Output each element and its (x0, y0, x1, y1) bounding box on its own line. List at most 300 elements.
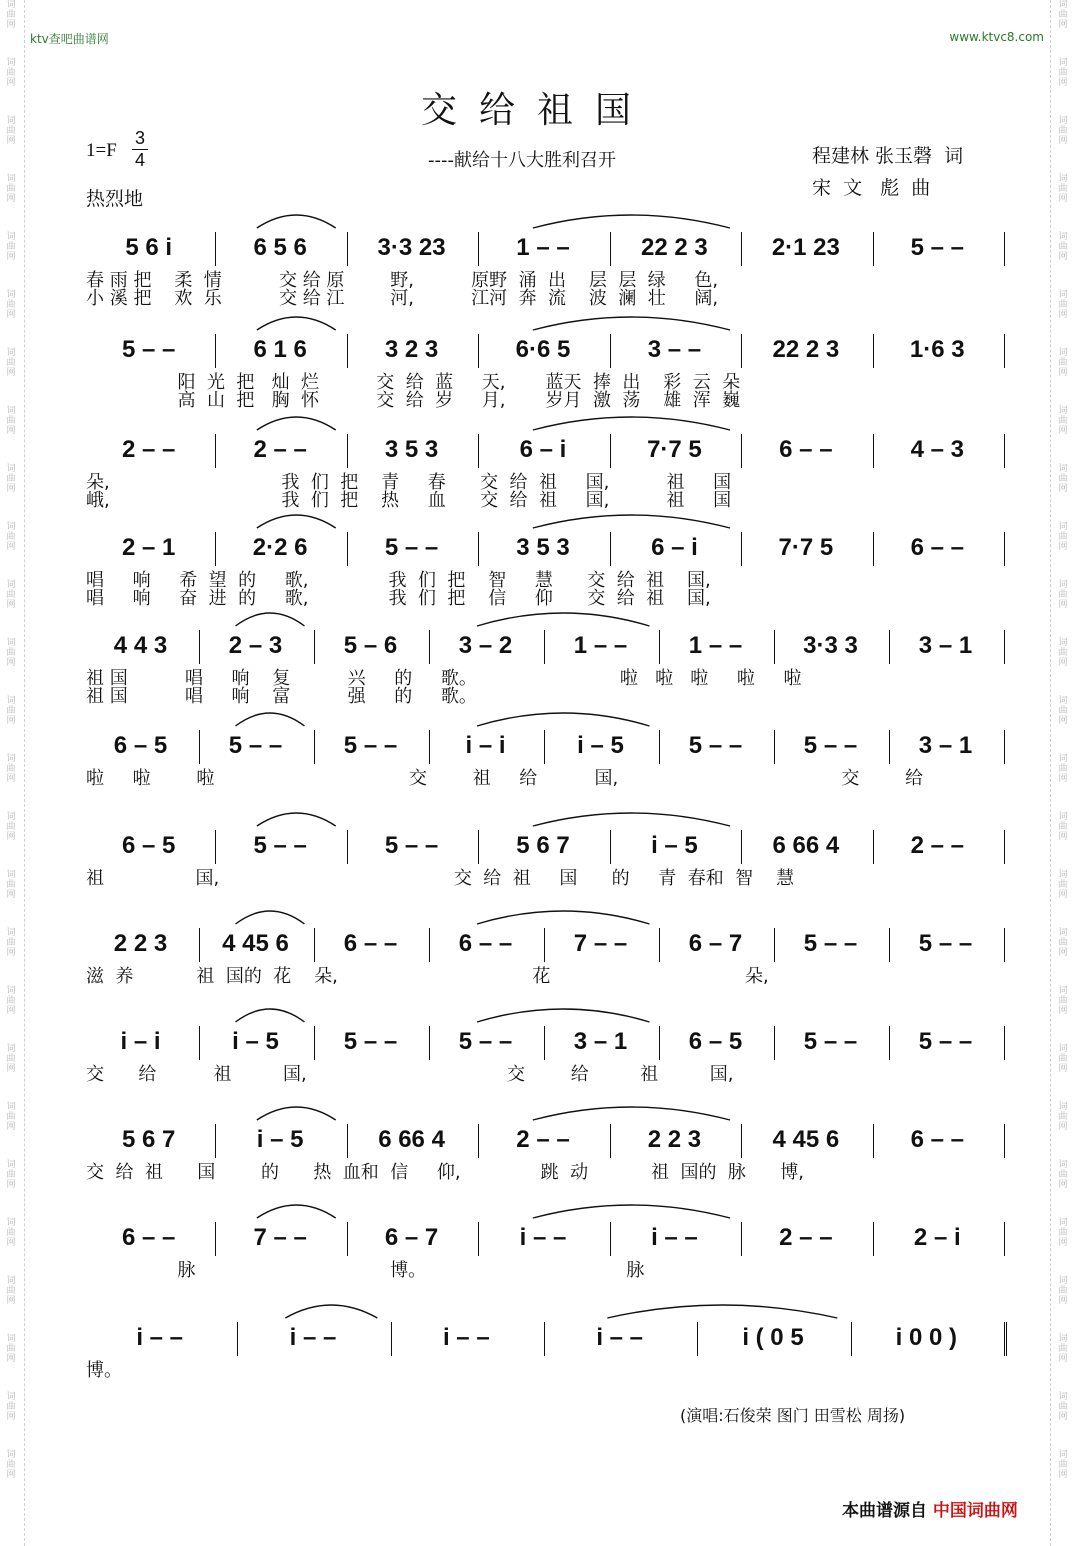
measure: 2·2 6 (252, 534, 308, 561)
barline (429, 1026, 430, 1060)
barline (544, 1322, 545, 1356)
side-watermark-mark: 词 曲 网 (1058, 522, 1068, 552)
measure: 2 – 1 (122, 534, 176, 561)
singers-credit: (演唱:石俊荣 图门 田雪松 周扬) (680, 1406, 906, 1425)
measure: 1 – – (573, 632, 628, 659)
measure: 2·1 23 (771, 234, 840, 261)
lyric-line: 小 溪 把 欢 乐 交 给 江 河, 江河 奔 流 波 澜 壮 阔, (86, 288, 719, 309)
score-system (86, 1218, 1006, 1280)
barline (478, 1124, 479, 1158)
site-link-right[interactable]: www.ktvc8.com (949, 30, 1044, 44)
notes-row (86, 330, 1006, 370)
side-watermark-mark: 词 曲 网 (6, 870, 16, 900)
lyric-line: 脉 博。 脉 (86, 1260, 645, 1281)
side-watermark-mark: 词 曲 网 (6, 1160, 16, 1190)
barline (851, 1322, 852, 1356)
barline (1004, 1124, 1005, 1158)
measure: i – 5 (232, 1028, 279, 1055)
time-numerator: 3 (134, 128, 145, 148)
barline (1004, 730, 1005, 764)
measure: 4 4 3 (113, 632, 168, 659)
slur-marks (86, 198, 1006, 232)
side-watermark-mark: 词 曲 网 (6, 754, 16, 784)
left-margin-line (24, 0, 25, 1546)
measure: 6 – – (458, 930, 513, 957)
barline (478, 334, 479, 368)
measure: 4 45 6 (772, 1126, 840, 1153)
measure: i – – (442, 1324, 490, 1351)
lyric-line: 交 给 祖 国, 交 给 祖 国, (86, 1064, 734, 1085)
measure: 5 6 7 (516, 832, 570, 859)
measure: 7·7 5 (778, 534, 834, 561)
barline (774, 928, 775, 962)
side-watermark-mark: 词 曲 网 (1058, 870, 1068, 900)
slur (477, 1009, 650, 1022)
slur (257, 1205, 336, 1218)
barline (1004, 1322, 1011, 1356)
slur-marks (86, 992, 1006, 1026)
measure: 22 2 3 (641, 234, 708, 261)
barline (429, 928, 430, 962)
side-watermark-mark: 词 曲 网 (1058, 116, 1068, 146)
barline (347, 830, 348, 864)
score-system (86, 924, 1006, 986)
slur-marks (86, 894, 1006, 928)
notes-row (86, 826, 1006, 866)
barline (1004, 334, 1005, 368)
measure: 1·6 3 (909, 336, 965, 363)
score-system (86, 826, 1006, 888)
measure: 3 – 1 (918, 732, 973, 759)
measure: 5 – – (343, 732, 398, 759)
barline (610, 232, 611, 266)
barline (659, 630, 660, 664)
side-watermark-mark: 词 曲 网 (1058, 1160, 1068, 1190)
slur (236, 911, 305, 924)
barline (774, 1026, 775, 1060)
slur (477, 613, 650, 626)
measure: 6 – 7 (688, 930, 743, 957)
barline (1004, 1222, 1005, 1256)
side-watermark-mark: 词 曲 网 (1058, 638, 1068, 668)
measure: 7 – – (253, 1224, 307, 1251)
measure: 5 – – (688, 732, 743, 759)
barline (873, 532, 874, 566)
tempo-marking: 热烈地 (86, 188, 144, 210)
side-watermark-mark: 词 曲 网 (1058, 290, 1068, 320)
side-watermark-mark: 词 曲 网 (1058, 406, 1068, 436)
slur-marks (86, 596, 1006, 630)
notes-row (86, 1022, 1006, 1062)
barline (610, 532, 611, 566)
barline (347, 1222, 348, 1256)
measure: 6 66 4 (378, 1126, 445, 1153)
slur (285, 1305, 377, 1318)
measure: 5 6 i (125, 234, 173, 261)
measure: i – – (289, 1324, 337, 1351)
side-watermark-mark: 词 曲 网 (6, 406, 16, 436)
measure: 5 – – (918, 930, 973, 957)
slur (533, 417, 730, 430)
barline (215, 1222, 216, 1256)
barline (199, 928, 200, 962)
measure: 1 – – (688, 632, 743, 659)
slur-marks (86, 1090, 1006, 1124)
measure: 5 – – (384, 832, 439, 859)
side-watermark-mark: 词 曲 网 (1058, 1450, 1068, 1480)
measure: i – – (136, 1324, 184, 1351)
barline (1004, 232, 1005, 266)
slur (257, 813, 336, 826)
notes-row (86, 726, 1006, 766)
lyric-line: 交 给 祖 国 的 热 血和 信 仰, 跳 动 祖 国的 脉 博, (86, 1162, 804, 1183)
barline (478, 830, 479, 864)
barline (1004, 830, 1005, 864)
barline (610, 1124, 611, 1158)
side-watermark-mark: 词 曲 网 (1058, 348, 1068, 378)
measure: 5 – – (803, 1028, 858, 1055)
measure: 6·6 5 (515, 336, 571, 363)
lyric-line: 唱 响 希 望 的 歌, 我 们 把 智 慧 交 给 祖 国, (86, 570, 711, 591)
measure: 7·7 5 (647, 436, 702, 463)
barline (429, 730, 430, 764)
lyric-line: 滋 养 祖 国的 花 朵, 花 朵, (86, 966, 769, 987)
side-watermark-mark: 词 曲 网 (6, 812, 16, 842)
notes-row (86, 528, 1006, 568)
barline (347, 434, 348, 468)
barline (199, 630, 200, 664)
slur (257, 515, 336, 528)
side-watermark-mark: 词 曲 网 (1058, 58, 1068, 88)
side-watermark-mark: 词 曲 网 (6, 1044, 16, 1074)
barline (391, 1322, 392, 1356)
score-system (86, 626, 1006, 706)
barline (215, 830, 216, 864)
side-watermark-mark: 词 曲 网 (6, 1334, 16, 1364)
measure: i – i (465, 732, 506, 759)
slur-marks (86, 796, 1006, 830)
measure: 3 – 1 (573, 1028, 628, 1055)
measure: 6 – 5 (113, 732, 168, 759)
side-watermark-mark: 词 曲 网 (6, 580, 16, 610)
side-watermark-mark: 词 曲 网 (6, 1450, 16, 1480)
song-subtitle: ----献给十八大胜利召开 (428, 150, 616, 171)
slur (257, 215, 336, 228)
side-watermark-mark: 词 曲 网 (6, 638, 16, 668)
right-watermark-strip (1052, 0, 1074, 1546)
side-watermark-mark: 词 曲 网 (6, 58, 16, 88)
side-watermark-mark: 词 曲 网 (6, 464, 16, 494)
notes-row (86, 228, 1006, 268)
barline (478, 232, 479, 266)
score-system (86, 228, 1006, 308)
barline (873, 232, 874, 266)
notes-row (86, 1120, 1006, 1160)
measure: 3 – 1 (918, 632, 973, 659)
composer-credit: 宋 文 彪 曲 (812, 177, 931, 199)
side-watermark-mark: 词 曲 网 (6, 348, 16, 378)
barline (873, 1222, 874, 1256)
side-watermark-mark: 词 曲 网 (1058, 812, 1068, 842)
barline (544, 1026, 545, 1060)
measure: i – – (519, 1224, 567, 1251)
measure: 6 – 5 (688, 1028, 743, 1055)
measure: 2 – 3 (228, 632, 283, 659)
measure: 6 – i (519, 436, 567, 463)
side-watermark-mark: 词 曲 网 (1058, 1044, 1068, 1074)
measure: 5 – – (343, 1028, 398, 1055)
side-watermark-mark: 词 曲 网 (1058, 1334, 1068, 1364)
barline (659, 730, 660, 764)
barline (1004, 928, 1005, 962)
barline (741, 532, 742, 566)
barline (741, 232, 742, 266)
barline (610, 434, 611, 468)
barline (1004, 630, 1005, 664)
measure: 6 – – (343, 930, 398, 957)
slur (257, 1107, 336, 1120)
lyric-line: 博。 (86, 1360, 122, 1381)
measure: i – 5 (651, 832, 698, 859)
measure: 1 – – (516, 234, 570, 261)
lyric-line: 祖 国, 交 给 祖 国 的 青 春和 智 慧 (86, 868, 795, 889)
barline (314, 1026, 315, 1060)
slur (607, 1305, 837, 1318)
barline (889, 630, 890, 664)
barline (314, 630, 315, 664)
lyricist-credit: 程建林 张玉磬 词 (812, 145, 964, 167)
key-signature: 1=F (86, 140, 117, 161)
slur-marks (86, 696, 1006, 730)
barline (347, 334, 348, 368)
side-watermark-mark: 词 曲 网 (6, 696, 16, 726)
side-watermark-mark: 词 曲 网 (6, 1218, 16, 1248)
source-site-link[interactable]: 中国词曲网 (932, 1501, 1018, 1521)
measure: 6 – – (122, 1224, 176, 1251)
measure: 6 – – (910, 1126, 964, 1153)
barline (741, 1222, 742, 1256)
side-watermark-mark: 词 曲 网 (6, 290, 16, 320)
slur (257, 317, 336, 330)
measure: 5 – 6 (343, 632, 398, 659)
slur-marks (86, 300, 1006, 334)
slur (533, 1205, 730, 1218)
score-system (86, 1120, 1006, 1182)
barline (659, 928, 660, 962)
side-watermark-mark: 词 曲 网 (1058, 464, 1068, 494)
measure: 5 – – (384, 534, 439, 561)
lyric-line: 祖 国 唱 响 复 兴 的 歌。 啦 啦 啦 啦 啦 (86, 668, 802, 689)
measure: 3 5 3 (516, 534, 570, 561)
lyric-line: 高 山 把 胸 怀 交 给 岁 月, 岁月 激 荡 雄 浑 巍 (86, 390, 741, 411)
lyric-line: 唱 响 奋 进 的 歌, 我 们 把 信 仰 交 给 祖 国, (86, 588, 711, 609)
slur (257, 417, 336, 430)
measure: 6 1 6 (253, 336, 307, 363)
barline (697, 1322, 698, 1356)
time-signature (132, 128, 148, 171)
side-watermark-mark: 词 曲 网 (1058, 1102, 1068, 1132)
slur-marks (86, 1288, 1006, 1322)
slur (533, 813, 730, 826)
side-watermark-mark: 词 曲 网 (1058, 1392, 1068, 1422)
barline (544, 630, 545, 664)
measure: 3 – – (647, 336, 702, 363)
barline (610, 334, 611, 368)
barline (199, 1026, 200, 1060)
score-system (86, 1318, 1006, 1380)
measure: 4 45 6 (222, 930, 289, 957)
measure: 6 – 7 (384, 1224, 439, 1251)
measure: 2 – – (516, 1126, 570, 1153)
barline (873, 1124, 874, 1158)
side-watermark-mark: 词 曲 网 (6, 986, 16, 1016)
song-title: 交给祖国 (420, 90, 653, 131)
side-watermark-mark: 词 曲 网 (1058, 754, 1068, 784)
slur (236, 1009, 305, 1022)
lyric-line: 峨, 我 们 把 热 血 交 给 祖 国, 祖 国 (86, 490, 732, 511)
measure: 2 – – (779, 1224, 833, 1251)
barline (478, 434, 479, 468)
measure: 4 – 3 (910, 436, 964, 463)
slur (533, 515, 730, 528)
score-system (86, 1022, 1006, 1084)
side-watermark-mark: 词 曲 网 (6, 232, 16, 262)
measure: 5 – – (228, 732, 283, 759)
barline (659, 1026, 660, 1060)
measure: 2 – – (910, 832, 964, 859)
barline (215, 334, 216, 368)
barline (741, 1124, 742, 1158)
measure: 6 – – (779, 436, 833, 463)
lyric-line: 阳 光 把 灿 烂 交 给 蓝 天, 蓝天 捧 出 彩 云 朵 (86, 372, 741, 393)
slur (236, 613, 305, 626)
barline (774, 630, 775, 664)
barline (774, 730, 775, 764)
barline (347, 232, 348, 266)
measure: i – 5 (256, 1126, 304, 1153)
barline (215, 434, 216, 468)
measure: 5 – – (803, 930, 858, 957)
barline (478, 1222, 479, 1256)
barline (215, 1124, 216, 1158)
notes-row (86, 924, 1006, 964)
score-system (86, 330, 1006, 410)
measure: 3·3 3 (803, 632, 858, 659)
measure: 7 – – (573, 930, 628, 957)
barline (347, 532, 348, 566)
measure: 6 – – (910, 534, 964, 561)
slur (477, 911, 650, 924)
side-watermark-mark: 词 曲 网 (6, 1392, 16, 1422)
barline (429, 630, 430, 664)
side-watermark-mark: 词 曲 网 (6, 0, 16, 30)
measure: 3 – 2 (458, 632, 513, 659)
site-link-left[interactable]: ktv查吧曲谱网 (30, 32, 109, 46)
side-watermark-mark: 词 曲 网 (1058, 580, 1068, 610)
barline (873, 434, 874, 468)
side-watermark-mark: 词 曲 网 (6, 116, 16, 146)
side-watermark-mark: 词 曲 网 (1058, 1276, 1068, 1306)
barline (610, 1222, 611, 1256)
barline (873, 334, 874, 368)
side-watermark-mark: 词 曲 网 (1058, 928, 1068, 958)
measure: 5 – – (122, 336, 176, 363)
slur (533, 1107, 730, 1120)
slur-marks (86, 1188, 1006, 1222)
side-watermark-mark: 词 曲 网 (1058, 0, 1068, 30)
lyric-line: 春 雨 把 柔 情 交 给 原 野, 原野 涌 出 层 层 绿 色, (86, 270, 719, 291)
slur (533, 317, 730, 330)
barline (889, 730, 890, 764)
side-watermark-mark: 词 曲 网 (1058, 174, 1068, 204)
barline (1004, 434, 1005, 468)
slur (533, 215, 730, 228)
barline (741, 334, 742, 368)
time-denominator: 4 (132, 149, 148, 171)
measure: 5 6 7 (122, 1126, 176, 1153)
slur (236, 713, 305, 726)
side-watermark-mark: 词 曲 网 (1058, 696, 1068, 726)
barline (544, 928, 545, 962)
barline (314, 928, 315, 962)
measure: i – – (651, 1224, 698, 1251)
notes-row (86, 626, 1006, 666)
score-system (86, 726, 1006, 788)
barline (237, 1322, 238, 1356)
barline (1004, 1026, 1005, 1060)
source-note (842, 1496, 1018, 1521)
right-margin-line (1050, 0, 1051, 1546)
barline (199, 730, 200, 764)
measure: 3 5 3 (384, 436, 439, 463)
measure: 2 – i (913, 1224, 961, 1251)
measure: 5 – – (918, 1028, 973, 1055)
side-watermark-mark: 词 曲 网 (1058, 986, 1068, 1016)
measure: i ( 0 5 (742, 1324, 804, 1351)
barline (215, 232, 216, 266)
measure: 6 66 4 (772, 832, 840, 859)
barline (889, 928, 890, 962)
barline (741, 434, 742, 468)
barline (544, 730, 545, 764)
measure: 2 2 3 (647, 1126, 702, 1153)
barline (873, 830, 874, 864)
measure: 22 2 3 (772, 336, 840, 363)
measure: 6 – 5 (122, 832, 176, 859)
measure: 5 – – (910, 234, 964, 261)
barline (1004, 532, 1005, 566)
barline (889, 1026, 890, 1060)
slur (477, 713, 650, 726)
side-watermark-mark: 词 曲 网 (6, 928, 16, 958)
measure: 2 2 3 (113, 930, 168, 957)
measure: 5 – – (803, 732, 858, 759)
barline (478, 532, 479, 566)
credits (812, 140, 963, 204)
slur-marks (86, 400, 1006, 434)
barline (347, 1124, 348, 1158)
side-watermark-mark: 词 曲 网 (1058, 232, 1068, 262)
left-watermark-strip (0, 0, 22, 1546)
measure: i 0 0 ) (895, 1324, 957, 1351)
measure: i – 5 (577, 732, 624, 759)
measure: 5 – – (458, 1028, 513, 1055)
side-watermark-mark: 词 曲 网 (6, 1102, 16, 1132)
side-watermark-mark: 词 曲 网 (6, 174, 16, 204)
notes-row (86, 430, 1006, 470)
notes-row (86, 1318, 1006, 1358)
measure: 3 2 3 (384, 336, 439, 363)
